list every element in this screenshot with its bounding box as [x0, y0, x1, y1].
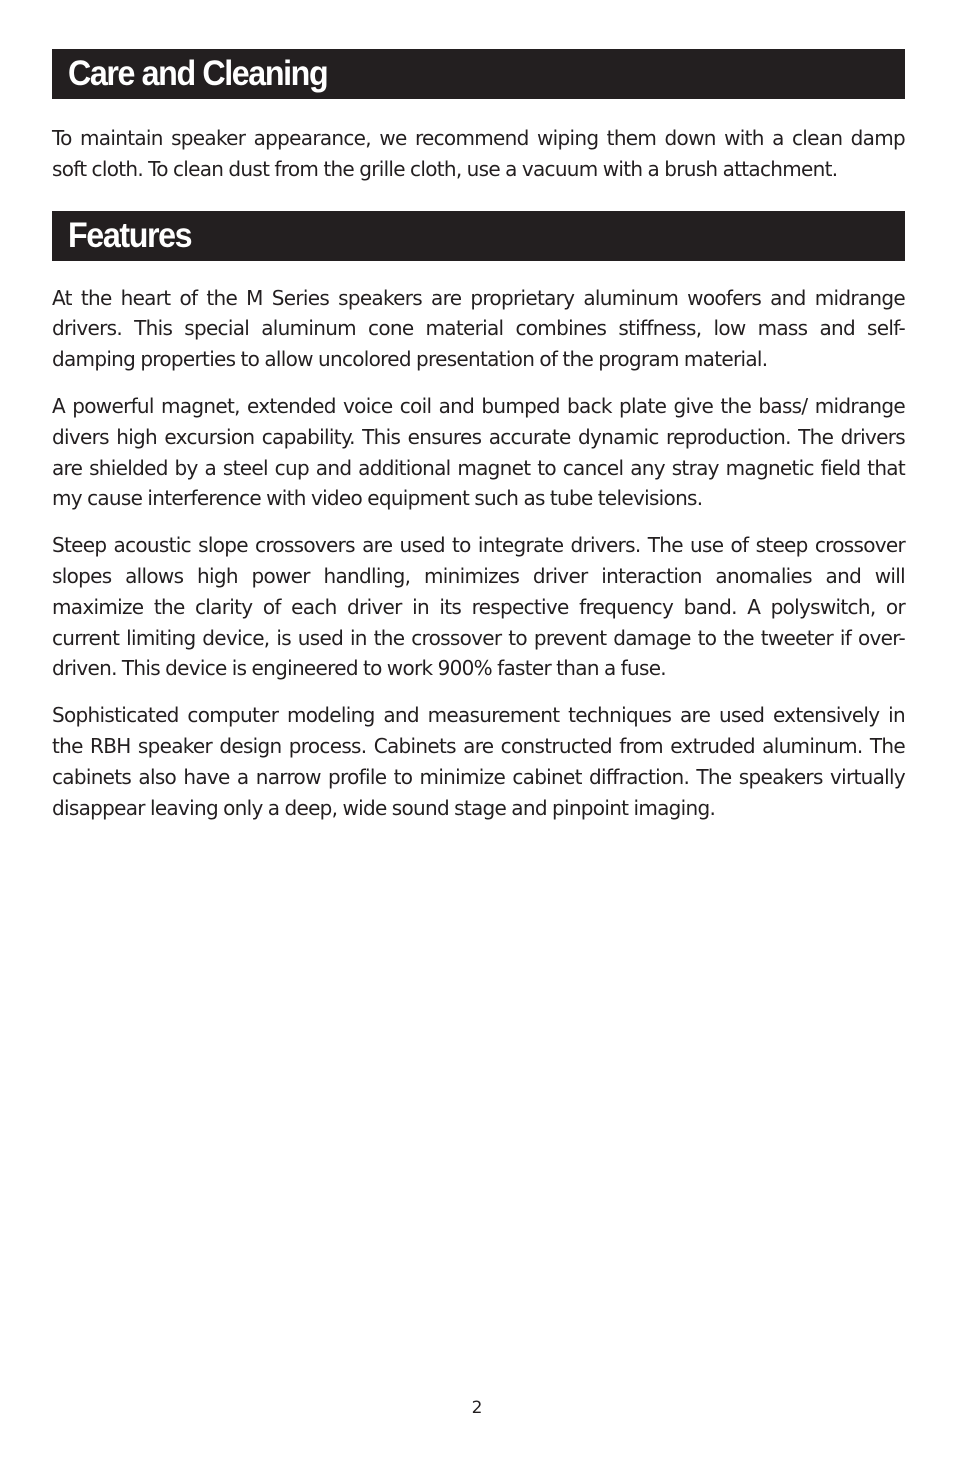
care-section-title: Care and Cleaning: [68, 54, 328, 93]
features-paragraph-2: A powerful magnet, extended voice coil and bumped back plate give the bass/ midrange divers high excursion capability. This ensures accurate dynamic reproduction. The drivers are shielded by a steel cup and additional magnet to cancel any stray magnetic field that my cause interference with video equipment such as tube televisions.: [52, 393, 905, 511]
document-page: [52, 49, 905, 823]
features-paragraph-4: Sophisticated computer modeling and measurement techniques are used extensively in the RBH speaker design process. Cabinets are constructed from extruded aluminum. The cabinets also have a narrow profile to minimize cabinet diffraction. The speakers virtually disappear leaving only a deep, wide sound stage and pinpoint imaging.: [52, 703, 905, 820]
features-section-header: [52, 211, 905, 261]
care-paragraph: To maintain speaker appearance, we recommend wiping them down with a clean damp soft cloth. To clean dust from the grille cloth, use a vacuum with a brush attachment.: [52, 126, 905, 181]
page-number: 2: [471, 1398, 483, 1418]
features-paragraph-3: Steep acoustic slope crossovers are used to integrate drivers. The use of steep crossover slopes allows high power handling, minimizes driver interaction anomalies and will maximize the clarity of each driver in its respective frequency band. A polyswitch, or current limiting device, is used in the crossover to prevent damage to the tweeter if over-driven. This device is engineered to work 900% faster than a fuse.: [52, 533, 905, 681]
features-section-title: Features: [68, 215, 192, 255]
features-paragraph-1: At the heart of the M Series speakers are proprietary aluminum woofers and midrange drivers. This special aluminum cone material combines stiffness, low mass and self-damping properties to allow uncolored presentation of the program material.: [52, 285, 905, 372]
care-section-header: [52, 49, 905, 99]
